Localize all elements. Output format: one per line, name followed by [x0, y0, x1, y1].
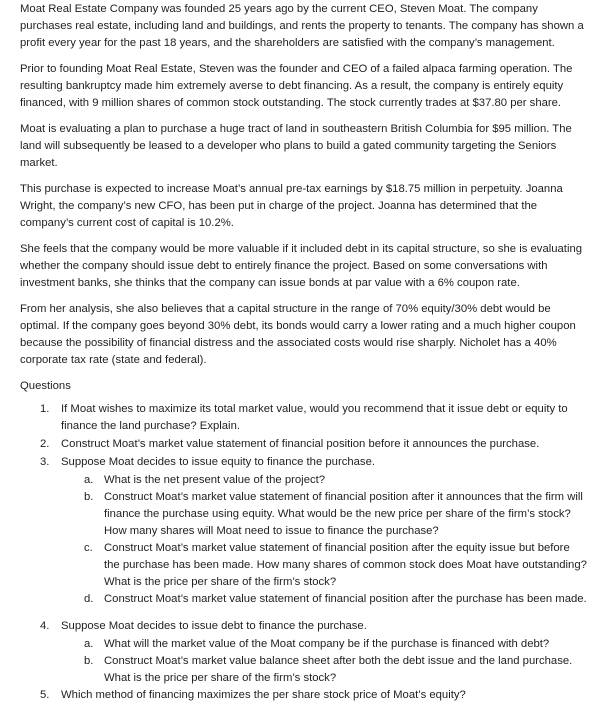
- question-number: 1.: [40, 403, 50, 415]
- question-3a: [20, 472, 588, 489]
- sub-question-letter: a.: [84, 474, 94, 486]
- paragraph-debt-financing-option: She feels that the company would be more valuable if it included debt in its capital structure, so she is evaluating whether the company should issue debt to entirely finance the project. Based on some conversations with investment banks, she thinks that the company can issue bonds at par value with a 6% coupon rate.: [20, 243, 583, 289]
- sub-question-text: What is the net present value of the project?: [104, 474, 326, 486]
- sub-question-text: Construct Moat’s market value statement of financial position after the equity issue but before the purchase has been made. How many shares of common stock does Moat have outstanding? What is the price per share of the firm’s stock?: [104, 542, 587, 588]
- question-3: [20, 454, 588, 471]
- question-3d: [20, 591, 588, 608]
- question-number: 5.: [40, 689, 50, 701]
- question-5: [20, 687, 588, 704]
- question-text: Suppose Moat decides to issue equity to finance the purchase.: [61, 456, 376, 468]
- paragraph-land-purchase-plan: Moat is evaluating a plan to purchase a huge tract of land in southeastern British Columbia for $95 million. The land will subsequently be leased to a developer who plans to build a gated community targeting the Seniors market.: [20, 123, 572, 169]
- question-4a: [20, 636, 588, 653]
- question-4b: [20, 653, 588, 687]
- question-1: [20, 401, 588, 435]
- question-4: [20, 618, 588, 635]
- question-text: If Moat wishes to maximize its total market value, would you recommend that it issue debt or equity to finance the land purchase? Explain.: [61, 403, 568, 432]
- paragraph-financing-history: Prior to founding Moat Real Estate, Steven was the founder and CEO of a failed alpaca farming operation. The resulting bankruptcy made him extremely averse to debt financing. As a result, the company is entirely equity financed, with 9 million shares of common stock outstanding. The stock currently trades at $37.80 per share.: [20, 63, 573, 109]
- question-number: 2.: [40, 438, 50, 450]
- sub-question-text: What will the market value of the Moat company be if the purchase is financed with debt?: [104, 638, 550, 650]
- paragraph-company-background: Moat Real Estate Company was founded 25 years ago by the current CEO, Steven Moat. The company purchases real estate, including land and buildings, and rents the property to tenants. The company has shown a profit every year for the past 18 years, and the shareholders are satisfied with the company’s management.: [20, 3, 584, 49]
- sub-question-text: Construct Moat’s market value statement of financial position after the purchase has been made.: [104, 593, 587, 605]
- questions-heading: Questions: [20, 380, 71, 392]
- sub-question-letter: a.: [84, 638, 94, 650]
- sub-question-letter: d.: [84, 593, 94, 605]
- spacer: [20, 608, 588, 618]
- case-document: [20, 0, 588, 705]
- sub-question-text: Construct Moat’s market value statement of financial position after it announces that the firm will finance the purchase using equity. What would be the new price per share of the firm’s stock? How many shares will Moat need to issue to finance the purchase?: [104, 491, 583, 537]
- sub-question-letter: b.: [84, 655, 94, 667]
- paragraph-capital-structure-analysis: From her analysis, she also believes that a capital structure in the range of 70% equity/30% debt would be optimal. If the company goes beyond 30% debt, its bonds would carry a lower rating and a much higher coupon because the possibility of financial distress and the associated costs would rise sharply. Nicholet has a 40% corporate tax rate (state and federal).: [20, 303, 576, 366]
- question-2: [20, 436, 588, 453]
- sub-question-letter: b.: [84, 491, 94, 503]
- paragraph-earnings-and-cost-of-capital: This purchase is expected to increase Moat’s annual pre-tax earnings by $18.75 million in perpetuity. Joanna Wright, the company’s new CFO, has been put in charge of the project. Joanna has determined that the company’s current cost of capital is 10.2%.: [20, 183, 563, 229]
- question-3c: [20, 540, 588, 591]
- question-text: Construct Moat’s market value statement of financial position before it announces the purchase.: [61, 438, 540, 450]
- sub-question-text: Construct Moat’s market value balance sheet after both the debt issue and the land purchase. What is the price per share of the firm’s stock?: [104, 655, 573, 684]
- sub-question-letter: c.: [84, 542, 93, 554]
- question-number: 4.: [40, 620, 50, 632]
- question-text: Which method of financing maximizes the per share stock price of Moat’s equity?: [61, 689, 466, 701]
- question-text: Suppose Moat decides to issue debt to finance the purchase.: [61, 620, 367, 632]
- question-number: 3.: [40, 456, 50, 468]
- question-3b: [20, 489, 588, 540]
